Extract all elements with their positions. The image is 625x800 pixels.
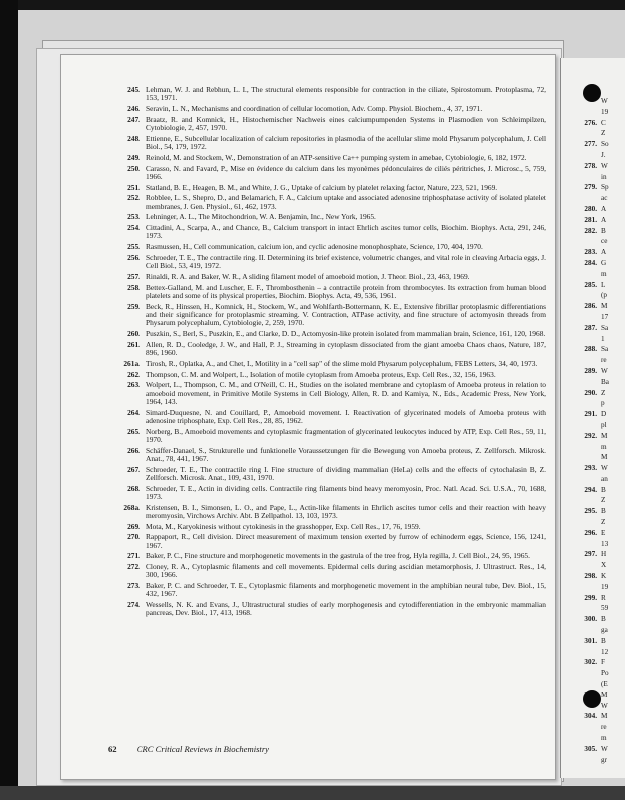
reference-item — [108, 184, 546, 192]
reference-list — [108, 86, 546, 620]
facing-page-line — [569, 247, 625, 258]
reference-number: 249. — [127, 152, 140, 162]
reference-item — [108, 194, 546, 210]
facing-page-ref-number: 294. — [584, 485, 597, 494]
reference-text: Bettex-Galland, M. and Luscher, E. F., Thrombosthenin – a contractile protein from thrombocytes. Its extraction from human blood platelets and some of its physical properties, Biochim. Biophys. Acta, 49, 536, 1961. — [146, 282, 546, 300]
facing-page-text-fragment: J. — [601, 150, 606, 159]
reference-text: Baker, P. C., Fine structure and morphogenetic movements in the gastrula of the tree frog, Hyla regilla, J. Cell Biol., 24, 95, 1965. — [146, 551, 530, 561]
facing-page-text-fragment: W — [601, 701, 608, 710]
facing-page-line — [569, 657, 625, 668]
reference-item — [108, 447, 546, 463]
facing-page-line — [569, 139, 625, 150]
punch-hole-top — [583, 84, 601, 102]
reference-text: Kristensen, B. I., Simonsen, L. O., and Pape, L., Actin-like filaments in Ehrlich ascites tumor cells and their reaction with heavy meromyosin, Virchows Archiv. Abt. B Zellpathol. 13, 103, 1973. — [146, 502, 546, 520]
facing-page-text-fragment: an — [601, 474, 608, 483]
facing-page-ref-number: 305. — [584, 744, 597, 753]
facing-page-ref-number: 300. — [584, 615, 597, 624]
facing-page-ref-number: 293. — [584, 464, 597, 473]
facing-page-line — [569, 258, 625, 269]
reference-number: 247. — [127, 114, 140, 124]
reference-number: 273. — [127, 581, 140, 591]
facing-page-line — [569, 344, 625, 355]
facing-page-text-fragment: A — [601, 248, 607, 257]
facing-page-text-fragment: W — [601, 366, 608, 375]
facing-page-line — [569, 269, 625, 280]
facing-page-line — [569, 182, 625, 193]
facing-page-ref-number: 302. — [584, 658, 597, 667]
facing-page-text-fragment: B — [601, 615, 606, 624]
facing-page-text-fragment: ac — [601, 194, 608, 203]
reference-item — [108, 360, 546, 368]
facing-page-line — [569, 549, 625, 560]
facing-page-line — [569, 388, 625, 399]
facing-page-line — [569, 150, 625, 161]
facing-page-text-fragment: 1 — [601, 334, 605, 343]
facing-page-line — [569, 603, 625, 614]
reference-item — [108, 504, 546, 520]
facing-page-text-fragment: ce — [601, 237, 608, 246]
reference-number: 258. — [127, 282, 140, 292]
facing-page-text-fragment: gr — [601, 755, 607, 764]
facing-page-text-fragment: K — [601, 572, 607, 581]
facing-page-text-fragment: in — [601, 172, 607, 181]
reference-number: 246. — [127, 104, 140, 113]
reference-number: 260. — [127, 328, 140, 338]
scan-left-edge — [0, 0, 18, 800]
reference-number: 253. — [127, 212, 140, 222]
reference-number: 261a. — [123, 358, 140, 368]
reference-text: Beck, R., Hinssen, H., Komnick, H., Stockem, W., and Wohlfarth-Bottermann, K. E., Extensive fibrillar protoplasmic differentiations and their significance for protoplasmic streaming. V. Contraction, ATPase activity, and fine structure of actomyosin threads from Physarum polycephalum, Cytobiologie, 2, 259, 1970. — [146, 301, 546, 328]
facing-page-line — [569, 463, 625, 474]
facing-page-line — [569, 571, 625, 582]
facing-page-line — [569, 215, 625, 226]
reference-text: Ettienne, E., Subcellular localization of calcium repositories in plasmodia of the acellular slime mold Physarum polycephalum, J. Cell Biol., 54, 179, 1972. — [146, 133, 546, 151]
scan-bottom-edge — [0, 786, 625, 800]
facing-page-text-fragment: Z — [601, 388, 606, 397]
facing-page-text-fragment: Z — [601, 518, 606, 527]
reference-number: 267. — [127, 464, 140, 474]
facing-page-text-fragment: Po — [601, 669, 609, 678]
facing-page-line — [569, 442, 625, 453]
reference-text: Tirosh, R., Oplatka, A., and Chet, I., Motility in a "cell sap" of the slime mold Physarum polycephalum, FEBS Letters, 34, 40, 1973. — [146, 358, 538, 368]
facing-page-line — [569, 495, 625, 506]
reference-item — [108, 381, 546, 406]
facing-page-ref-number: 278. — [584, 161, 597, 170]
facing-page-text-fragment: G — [601, 258, 607, 267]
reference-item — [108, 466, 546, 482]
facing-page-text-fragment: So — [601, 140, 609, 149]
facing-page-ref-number: 288. — [584, 345, 597, 354]
reference-item — [108, 165, 546, 181]
facing-page-text-fragment: M — [601, 453, 608, 462]
reference-number: 266. — [127, 445, 140, 455]
facing-page-text-fragment: 17 — [601, 312, 609, 321]
journal-title: CRC Critical Reviews in Biochemistry — [136, 744, 269, 754]
facing-page-ref-number: 284. — [584, 258, 597, 267]
facing-page-text-fragment: M — [601, 302, 608, 311]
facing-page-line — [569, 355, 625, 366]
reference-number: 255. — [127, 242, 140, 252]
reference-item — [108, 582, 546, 598]
facing-page-text-fragment: Z — [601, 496, 606, 505]
facing-page-text-fragment: W — [601, 97, 608, 105]
reference-item — [108, 105, 546, 113]
facing-page-text-fragment: M — [601, 690, 608, 699]
reference-text: Allen, R. D., Cooledge, J. W., and Hall, P. J., Streaming in cytoplasm dissociated from the giant amoeba Chaos chaos, Nature, 187, 896, 1960. — [146, 339, 546, 357]
facing-page-ref-number: 277. — [584, 140, 597, 149]
facing-page-line — [569, 226, 625, 237]
punch-hole-bottom — [583, 690, 601, 708]
reference-item — [108, 330, 546, 338]
facing-page-text-fragment: Ba — [601, 377, 609, 386]
facing-page-text-fragment: A — [601, 204, 607, 213]
facing-page-ref-number: 289. — [584, 366, 597, 375]
reference-text: Rappaport, R., Cell division. Direct measurement of maximum tension exerted by furrow of echinoderm eggs, Science, 156, 1241, 1967. — [146, 532, 546, 550]
facing-page-text-fragment: A — [601, 215, 607, 224]
reference-number: 264. — [127, 407, 140, 417]
facing-page-ref-number: 290. — [584, 388, 597, 397]
reference-item — [108, 224, 546, 240]
facing-page-line — [569, 711, 625, 722]
reference-number: 248. — [127, 133, 140, 143]
facing-page-line — [569, 485, 625, 496]
facing-page-text-fragment: H — [601, 550, 607, 559]
facing-page-line — [569, 636, 625, 647]
facing-page-line — [569, 420, 625, 431]
facing-page-text-fragment: W — [601, 161, 608, 170]
reference-text: Wessells, N. K. and Evans, J., Ultrastructural studies of early morphogenesis and cytodifferentiation in the embryonic mammalian pancreas, Dev. Biol., 17, 413, 1968. — [146, 600, 546, 618]
facing-page-ref-number: 285. — [584, 280, 597, 289]
facing-page-line — [569, 377, 625, 388]
facing-page-text-fragment: E — [601, 528, 606, 537]
reference-text: Lehninger, A. L., The Mitochondrion, W. A. Benjamin, Inc., New York, 1965. — [146, 212, 376, 222]
facing-page-ref-number: 280. — [584, 204, 597, 213]
reference-item — [108, 243, 546, 251]
reference-text: Braatz, R. and Komnick, H., Histochemischer Nachweis eines calciumpumpenden Systems in Plasmodien von Schleimpilzen, Cytobiologie, 2, 457, 1970. — [146, 114, 546, 132]
facing-page-line — [569, 107, 625, 118]
reference-text: Wolpert, L., Thompson, C. M., and O'Neill, C. H., Studies on the isolated membrane and cytoplasm of Amoeba proteus in relation to amoeboid movement, in Primitive Motile Systems in Cell Biology, Allen, R. D. and Kamiya, N., Eds., Academic Press, New York, 1964, 143. — [146, 380, 546, 406]
facing-page-line — [569, 409, 625, 420]
facing-page-line — [569, 193, 625, 204]
page-footer — [108, 744, 269, 754]
facing-page-text-fragment: m — [601, 269, 607, 278]
facing-page-line — [569, 668, 625, 679]
facing-page-text-fragment: M — [601, 712, 608, 721]
reference-item — [108, 273, 546, 281]
facing-page-text-fragment: m — [601, 734, 607, 743]
facing-page-line — [569, 517, 625, 528]
facing-page-line — [569, 366, 625, 377]
reference-number: 261. — [127, 339, 140, 349]
reference-number: 270. — [127, 532, 140, 542]
facing-page-line — [569, 755, 625, 766]
reference-text: Cloney, R. A., Cytoplasmic filaments and cell movements. Epidermal cells during ascidian metamorphosis, J. Ultrastruct. Res., 14, 300, 1966. — [146, 562, 546, 580]
facing-page-line — [569, 118, 625, 129]
reference-number: 252. — [127, 193, 140, 203]
reference-item — [108, 523, 546, 531]
facing-page-text-fragment: 12 — [601, 647, 609, 656]
facing-page-line — [569, 560, 625, 571]
reference-item — [108, 563, 546, 579]
facing-page-ref-number: 292. — [584, 431, 597, 440]
facing-page-ref-number: 279. — [584, 183, 597, 192]
reference-item — [108, 601, 546, 617]
reference-number: 256. — [127, 252, 140, 262]
facing-page-line — [569, 679, 625, 690]
reference-text: Statland, B. E., Heagen, B. M., and White, J. G., Uptake of calcium by platelet relaxing factor, Nature, 223, 521, 1969. — [146, 182, 498, 192]
facing-page-line — [569, 280, 625, 291]
facing-page-text-fragment: B — [601, 485, 606, 494]
reference-number: 268. — [127, 483, 140, 493]
facing-page-text-fragment: D — [601, 410, 607, 419]
scan-top-edge — [0, 0, 625, 10]
facing-page-text-fragment: W — [601, 464, 608, 473]
reference-text: Thompson, C. M. and Wolpert, L., Isolation of motile cytoplasm from Amoeba proteus, Exp. Cell Res., 32, 156, 1963. — [146, 369, 496, 379]
page-number: 62 — [108, 744, 117, 754]
reference-item — [108, 409, 546, 425]
reference-text: Rasmussen, H., Cell communication, calcium ion, and cyclic adenosine monophosphate, Science, 170, 404, 1970. — [146, 242, 483, 252]
reference-text: Norberg, B., Amoeboid movements and cytoplasmic fragmentation of glycerinated leukocytes induced by ATP, Exp. Cell Res., 59, 11, 1970. — [146, 426, 546, 444]
facing-page-ref-number: 282. — [584, 226, 597, 235]
facing-page-ref-number: 276. — [584, 118, 597, 127]
reference-number: 254. — [127, 223, 140, 233]
facing-page-ref-number: 301. — [584, 636, 597, 645]
reference-item — [108, 552, 546, 560]
reference-item — [108, 135, 546, 151]
reference-number: 251. — [127, 182, 140, 192]
facing-page-ref-number: 291. — [584, 410, 597, 419]
reference-item — [108, 254, 546, 270]
reference-text: Mota, M., Karyokinesis without cytokinesis in the grasshopper, Exp. Cell Res., 17, 76, 1959. — [146, 521, 421, 531]
facing-page-text-fragment: F — [601, 658, 605, 667]
facing-page-ref-number: 297. — [584, 550, 597, 559]
facing-page-ref-number: 281. — [584, 215, 597, 224]
facing-page-line — [569, 452, 625, 463]
facing-page-text-fragment: C — [601, 118, 606, 127]
facing-page-ref-number: 304. — [584, 712, 597, 721]
reference-item — [108, 86, 546, 102]
facing-page-line — [569, 431, 625, 442]
facing-page-line — [569, 506, 625, 517]
facing-page-line — [569, 312, 625, 323]
reference-text: Rinaldi, R. A. and Baker, W. R., A sliding filament model of amoeboid motion, J. Theor. Biol., 23, 463, 1969. — [146, 271, 470, 281]
facing-page-text-fragment: Sa — [601, 323, 609, 332]
facing-page-text-fragment: Sp — [601, 183, 609, 192]
facing-page-line — [569, 744, 625, 755]
reference-item — [108, 371, 546, 379]
facing-page-text-fragment: m — [601, 442, 607, 451]
facing-page-line — [569, 161, 625, 172]
reference-text: Cittadini, A., Scarpa, A., and Chance, B., Calcium transport in intact Ehrlich ascites tumor cells, Biochim. Biophys. Acta, 291, 246, 1973. — [146, 223, 546, 241]
facing-page-text-fragment: (p — [601, 291, 607, 300]
reference-item — [108, 284, 546, 300]
facing-page-text-fragment: p — [601, 399, 605, 408]
facing-page-text-fragment: 59 — [601, 604, 609, 613]
reference-number: 265. — [127, 426, 140, 436]
facing-page-ref-number: 296. — [584, 528, 597, 537]
reference-number: 269. — [127, 521, 140, 531]
reference-text: Reinold, M. and Stockem, W., Demonstration of an ATP-sensitive Ca++ pumping system in amebae, Cytobiologie, 6, 182, 1972. — [146, 152, 527, 162]
reference-text: Simard-Duquesne, N. and Couillard, P., Amoeboid movement. I. Reactivation of glycerinated models of Amoeba proteus with adenosine triphosphate, Exp. Cell Res., 28, 85, 1962. — [146, 407, 546, 425]
facing-page-line — [569, 593, 625, 604]
reference-text: Schäffer-Danael, S., Strukturelle und funktionelle Voraussetzungen für die Bewegung von Amoeba proteus, Z. Zellforsch. Mikrosk. Anat., 78, 441, 1967. — [146, 445, 546, 463]
reference-number: 262. — [127, 369, 140, 379]
reference-text: Robblee, L. S., Shepro, D., and Belamarich, F. A., Calcium uptake and associated adenosine triphosphatase activity of isolated platelet membranes, J. Gen. Physiol., 61, 462, 1973. — [146, 193, 546, 211]
facing-page-text-fragment: B — [601, 507, 606, 516]
facing-page-ref-number: 298. — [584, 572, 597, 581]
facing-page-line — [569, 647, 625, 658]
reference-number: 245. — [127, 85, 140, 94]
reference-item — [108, 485, 546, 501]
reference-text: Seravin, L. N., Mechanisms and coordination of cellular locomotion, Adv. Comp. Physiol. Biochem., 4, 37, 1971. — [146, 104, 483, 113]
facing-page-text-fragment: B — [601, 636, 606, 645]
facing-page-reference-fragments — [569, 96, 625, 765]
reference-number: 250. — [127, 163, 140, 173]
reference-number: 263. — [127, 380, 140, 390]
reference-number: 271. — [127, 551, 140, 561]
facing-page-line — [569, 128, 625, 139]
facing-page-line — [569, 301, 625, 312]
reference-item — [108, 428, 546, 444]
facing-page-line — [569, 625, 625, 636]
reference-text: Schroeder, T. E., The contractile ring I. Fine structure of dividing mammalian (HeLa) cells and the effects of cytochalasin B, Z. Zellforsch. Microsk. Anat., 109, 431, 1970. — [146, 464, 546, 482]
facing-page-line — [569, 539, 625, 550]
facing-page-text-fragment: 13 — [601, 539, 609, 548]
facing-page-line — [569, 236, 625, 247]
facing-page-text-fragment: W — [601, 744, 608, 753]
facing-page-text-fragment: L — [601, 280, 606, 289]
facing-page-line — [569, 733, 625, 744]
facing-page-line — [569, 334, 625, 345]
reference-number: 259. — [127, 301, 140, 311]
facing-page-ref-number: 295. — [584, 507, 597, 516]
reference-number: 272. — [127, 562, 140, 572]
facing-page-text-fragment: pl — [601, 420, 607, 429]
reference-text: Carasso, N. and Favard, P., Mise en évidence du calcium dans les myonèmes pédonculaires de ciliés péritriches, J. Microsc., 5, 759, 1966. — [146, 163, 546, 181]
reference-number: 268a. — [123, 502, 140, 512]
reference-item — [108, 303, 546, 328]
reference-text: Schroeder, T. E., Actin in dividing cells. Contractile ring filaments bind heavy meromyosin, Proc. Natl. Acad. Sci. U.S.A., 70, 1688, 1973. — [146, 483, 546, 501]
facing-page-line — [569, 204, 625, 215]
facing-page-text-fragment: re — [601, 356, 607, 365]
facing-page-line — [569, 398, 625, 409]
facing-page-line — [569, 290, 625, 301]
facing-page-text-fragment: ga — [601, 626, 608, 635]
facing-page-text-fragment: re — [601, 723, 607, 732]
facing-page-text-fragment: X — [601, 561, 607, 570]
facing-page-text-fragment: M — [601, 431, 608, 440]
facing-page-ref-number: 299. — [584, 593, 597, 602]
facing-page-text-fragment: B — [601, 226, 606, 235]
facing-page-ref-number: 286. — [584, 302, 597, 311]
reference-number: 274. — [127, 600, 140, 610]
reference-item — [108, 154, 546, 162]
facing-page-text-fragment: 19 — [601, 582, 609, 591]
facing-page-line — [569, 172, 625, 183]
facing-page-ref-number: 287. — [584, 323, 597, 332]
facing-page-text-fragment: 19 — [601, 107, 609, 116]
facing-page-text-fragment: (E — [601, 680, 608, 689]
reference-item — [108, 533, 546, 549]
facing-page-line — [569, 582, 625, 593]
facing-page-line — [569, 323, 625, 334]
reference-number: 257. — [127, 271, 140, 281]
facing-page-ref-number: 283. — [584, 248, 597, 257]
reference-item — [108, 116, 546, 132]
reference-item — [108, 213, 546, 221]
facing-page-line — [569, 614, 625, 625]
facing-page-line — [569, 528, 625, 539]
facing-page-text-fragment: Z — [601, 129, 606, 138]
facing-page-line — [569, 474, 625, 485]
facing-page-text-fragment: R — [601, 593, 606, 602]
reference-item — [108, 341, 546, 357]
reference-text: Schroeder, T. E., The contractile ring. II. Determining its brief existence, volumetric changes, and vital role in cleaving Arbacia eggs, J. Cell Biol., 53, 419, 1972. — [146, 252, 546, 271]
reference-text: Lehman, W. J. and Rebhun, L. I., The structural elements responsible for contraction in the ciliate, Spirostomum. Protoplasma, 72, 153, 1971. — [146, 85, 546, 103]
reference-text: Puszkin, S., Berl, S., Puszkin, E., and Clarke, D. D., Actomyosin-like protein isolated from mammalian brain, Science, 161, 120, 1968. — [146, 328, 546, 338]
facing-page-line — [569, 722, 625, 733]
facing-page-text-fragment: Sa — [601, 345, 609, 354]
reference-text: Baker, P. C. and Schroeder, T. E., Cytoplasmic filaments and morphogenetic movement in the amphibian neural tube, Dev. Biol., 15, 432, 1967. — [146, 581, 546, 599]
